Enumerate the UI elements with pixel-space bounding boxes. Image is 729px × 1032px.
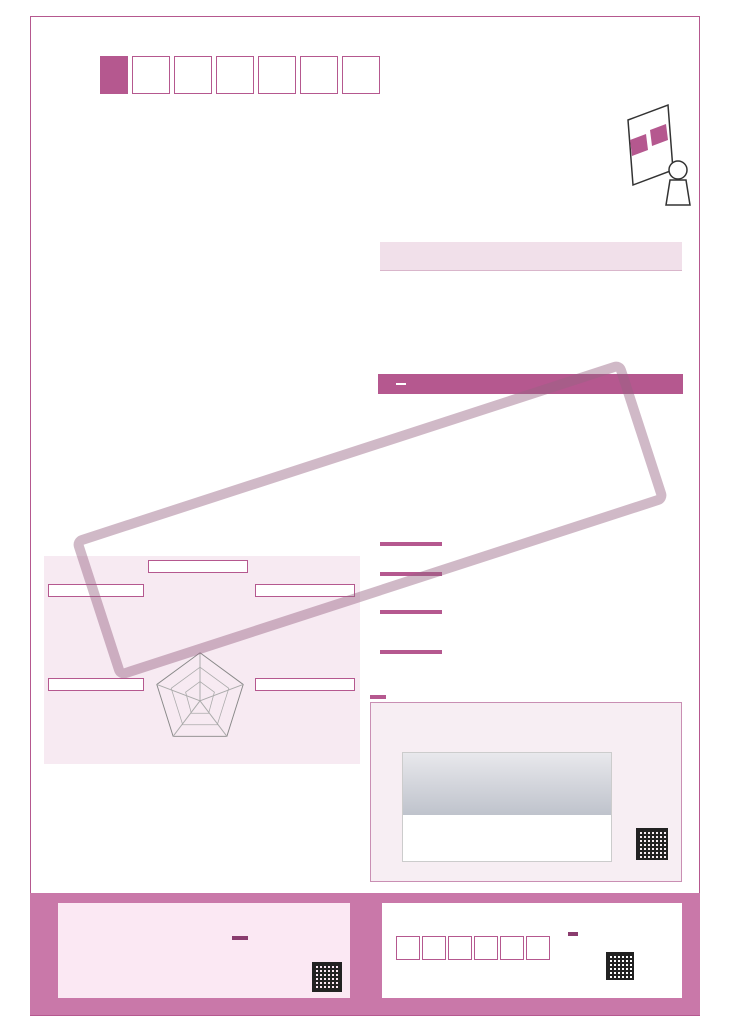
title-main bbox=[100, 56, 128, 94]
building-illustration bbox=[618, 100, 698, 210]
top-rating-label bbox=[396, 383, 406, 385]
category-card bbox=[48, 678, 144, 691]
promo-char bbox=[422, 936, 446, 960]
qr-code-icon bbox=[636, 828, 668, 860]
merit-tag bbox=[380, 610, 442, 614]
title-char bbox=[174, 56, 212, 94]
merit-row bbox=[380, 610, 682, 614]
registrations-bar-chart bbox=[46, 350, 356, 450]
title-char bbox=[342, 56, 380, 94]
title-char bbox=[216, 56, 254, 94]
col-stars bbox=[380, 242, 481, 270]
promo-char bbox=[500, 936, 524, 960]
rating-table bbox=[380, 242, 682, 271]
col-rank bbox=[481, 242, 582, 270]
promo-char bbox=[396, 936, 420, 960]
category-card bbox=[255, 678, 355, 691]
title-char bbox=[132, 56, 170, 94]
promo-char bbox=[474, 936, 498, 960]
topix-tag bbox=[370, 695, 386, 699]
award-box bbox=[58, 903, 350, 998]
promo-chars bbox=[396, 936, 550, 960]
merit-row bbox=[380, 650, 682, 654]
award-badge bbox=[232, 936, 248, 940]
shot-title bbox=[403, 753, 611, 815]
promo-detail bbox=[568, 932, 578, 936]
award-qr-icon bbox=[312, 962, 342, 992]
title-char bbox=[300, 56, 338, 94]
col-state bbox=[581, 242, 682, 270]
merit-tag bbox=[380, 650, 442, 654]
website-screenshot bbox=[402, 752, 612, 862]
promo-char bbox=[448, 936, 472, 960]
promo-char bbox=[526, 936, 550, 960]
promo-qr-icon bbox=[606, 952, 634, 980]
page-title bbox=[100, 56, 380, 94]
title-char bbox=[258, 56, 296, 94]
